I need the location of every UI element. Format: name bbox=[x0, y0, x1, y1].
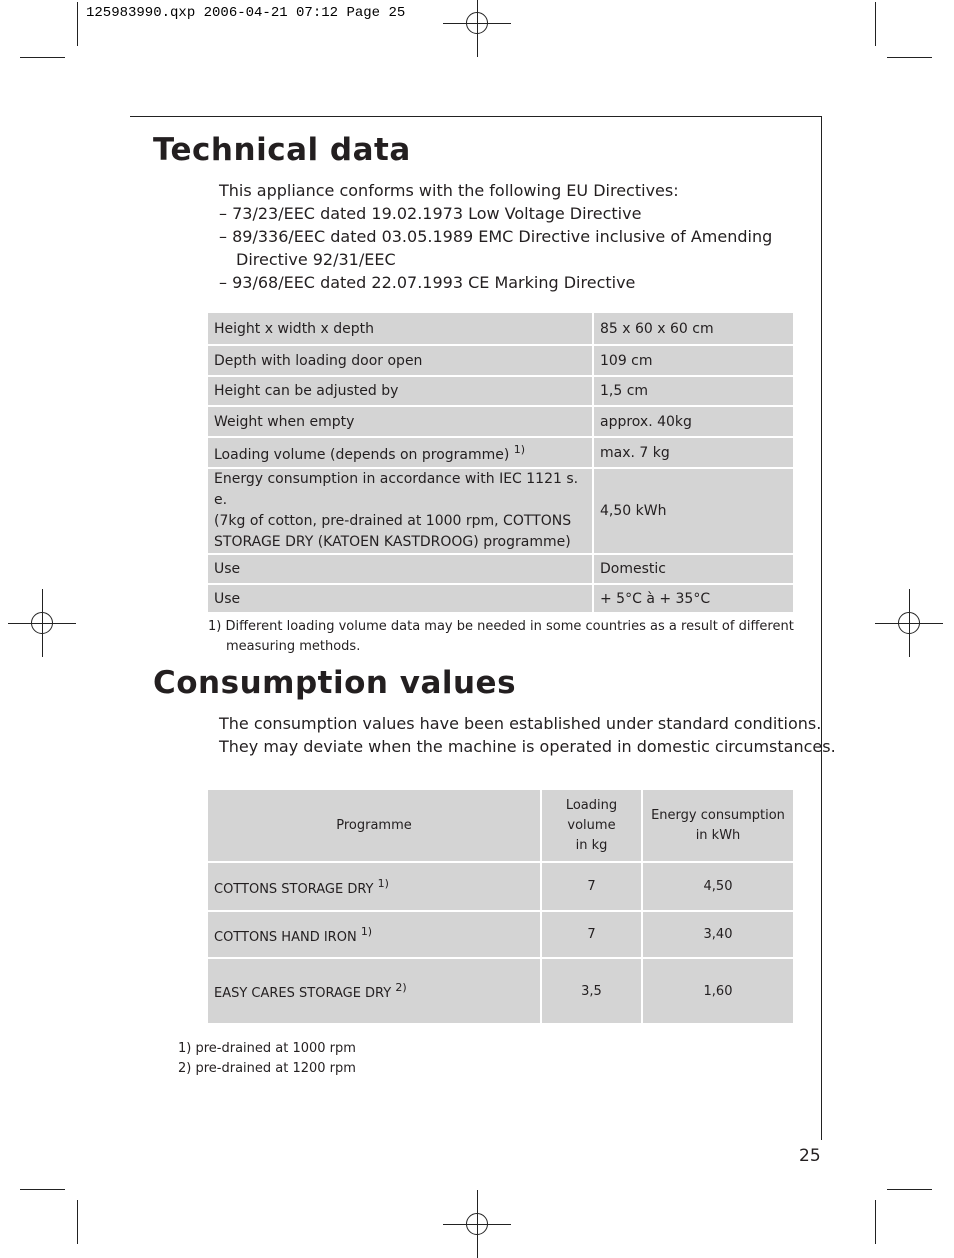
table-row bbox=[208, 313, 793, 344]
table-row bbox=[208, 863, 793, 910]
spec-label bbox=[208, 469, 592, 553]
table-row bbox=[208, 912, 793, 957]
spec-value: 4,50 kWh bbox=[594, 469, 793, 553]
directive-item: – 89/336/EEC dated 03.05.1989 EMC Directive inclusive of Amending bbox=[219, 227, 773, 246]
spec-value: + 5°C à + 35°C bbox=[594, 585, 793, 612]
spec-value: max. 7 kg bbox=[594, 438, 793, 467]
table-row bbox=[208, 407, 793, 436]
technical-footnote bbox=[208, 617, 808, 657]
crop-mark bbox=[77, 1200, 78, 1244]
crop-mark bbox=[887, 57, 932, 58]
crop-mark bbox=[875, 2, 876, 46]
registration-mark-icon bbox=[20, 601, 64, 645]
crop-mark bbox=[20, 57, 65, 58]
header-line: in kWh bbox=[695, 827, 741, 843]
registration-mark-icon bbox=[455, 1, 499, 45]
table-row bbox=[208, 555, 793, 583]
spec-label-line: (7kg of cotton, pre-drained at 1000 rpm, COTTONS bbox=[214, 513, 572, 529]
header-line: Loading volume bbox=[565, 797, 618, 833]
footnote-line: measuring methods. bbox=[226, 639, 361, 654]
footnote-line: 1) Different loading volume data may be needed in some countries as a result of different bbox=[208, 619, 794, 634]
programme-name: COTTONS STORAGE DRY bbox=[214, 881, 374, 897]
column-header-loading bbox=[542, 790, 641, 861]
programme-name: EASY CARES STORAGE DRY bbox=[214, 986, 392, 1001]
directive-item: – 93/68/EEC dated 22.07.1993 CE Marking Directive bbox=[219, 273, 636, 292]
spec-value: 85 x 60 x 60 cm bbox=[594, 313, 793, 344]
consumption-table bbox=[206, 788, 795, 1025]
spec-label: Use bbox=[208, 555, 592, 583]
spec-label: Depth with loading door open bbox=[208, 346, 592, 375]
loading-cell: 7 bbox=[542, 912, 641, 957]
directive-item-continuation: Directive 92/31/EEC bbox=[236, 250, 396, 269]
registration-mark-icon bbox=[887, 601, 931, 645]
loading-cell: 7 bbox=[542, 863, 641, 910]
consumption-values-title: Consumption values bbox=[153, 665, 517, 701]
spec-label: Use bbox=[208, 585, 592, 612]
registration-mark-icon bbox=[455, 1202, 499, 1246]
spec-label bbox=[208, 438, 592, 467]
table-row bbox=[208, 959, 793, 1023]
footnote-ref: 1) bbox=[360, 924, 373, 938]
header-line: Energy consumption bbox=[651, 807, 785, 823]
directives-block bbox=[219, 179, 772, 294]
footnote-ref: 1) bbox=[377, 876, 389, 890]
crop-mark bbox=[77, 2, 78, 46]
spec-label-text: Loading volume (depends on programme) bbox=[214, 446, 510, 463]
footnote-line: 2) pre-drained at 1200 rpm bbox=[178, 1061, 356, 1076]
crop-mark bbox=[20, 1189, 65, 1190]
spec-label: Weight when empty bbox=[208, 407, 592, 436]
header-line: in kg bbox=[575, 837, 608, 853]
spec-label: Height x width x depth bbox=[208, 313, 592, 344]
table-row bbox=[208, 469, 793, 553]
consumption-footnotes bbox=[178, 1039, 356, 1079]
spec-value: Domestic bbox=[594, 555, 793, 583]
crop-mark bbox=[887, 1189, 932, 1190]
consumption-intro bbox=[219, 712, 836, 758]
programme-cell bbox=[208, 959, 540, 1023]
spec-label-line: Energy consumption in accordance with IEC 1121 s. e. bbox=[214, 471, 579, 508]
footnote-ref: 2) bbox=[395, 981, 407, 994]
directives-intro: This appliance conforms with the following EU Directives: bbox=[219, 181, 679, 200]
table-row bbox=[208, 438, 793, 467]
column-header-programme: Programme bbox=[208, 790, 540, 861]
table-row bbox=[208, 585, 793, 612]
energy-cell: 3,40 bbox=[643, 912, 793, 957]
programme-cell bbox=[208, 912, 540, 957]
footnote-line: 1) pre-drained at 1000 rpm bbox=[178, 1041, 356, 1056]
footnote-ref: 1) bbox=[513, 442, 526, 456]
print-header: 125983990.qxp 2006-04-21 07:12 Page 25 bbox=[86, 5, 406, 21]
energy-cell: 1,60 bbox=[643, 959, 793, 1023]
crop-mark bbox=[875, 1200, 876, 1244]
technical-data-title: Technical data bbox=[153, 132, 411, 168]
programme-cell bbox=[208, 863, 540, 910]
table-header-row bbox=[208, 790, 793, 861]
programme-name: COTTONS HAND IRON bbox=[214, 929, 357, 945]
technical-data-table bbox=[206, 311, 795, 614]
column-header-energy bbox=[643, 790, 793, 861]
loading-cell: 3,5 bbox=[542, 959, 641, 1023]
intro-line: They may deviate when the machine is operated in domestic circumstances. bbox=[219, 737, 836, 756]
spec-label-line: STORAGE DRY (KATOEN KASTDROOG) programme) bbox=[214, 534, 571, 550]
table-row bbox=[208, 377, 793, 405]
page-frame-top bbox=[130, 116, 822, 117]
spec-value: 109 cm bbox=[594, 346, 793, 375]
spec-label: Height can be adjusted by bbox=[208, 377, 592, 405]
spec-value: 1,5 cm bbox=[594, 377, 793, 405]
table-row bbox=[208, 346, 793, 375]
page-frame-right bbox=[821, 116, 822, 1140]
page-number: 25 bbox=[799, 1146, 821, 1166]
energy-cell: 4,50 bbox=[643, 863, 793, 910]
intro-line: The consumption values have been established under standard conditions. bbox=[219, 714, 822, 733]
spec-value: approx. 40kg bbox=[594, 407, 793, 436]
directive-item: – 73/23/EEC dated 19.02.1973 Low Voltage Directive bbox=[219, 204, 642, 223]
